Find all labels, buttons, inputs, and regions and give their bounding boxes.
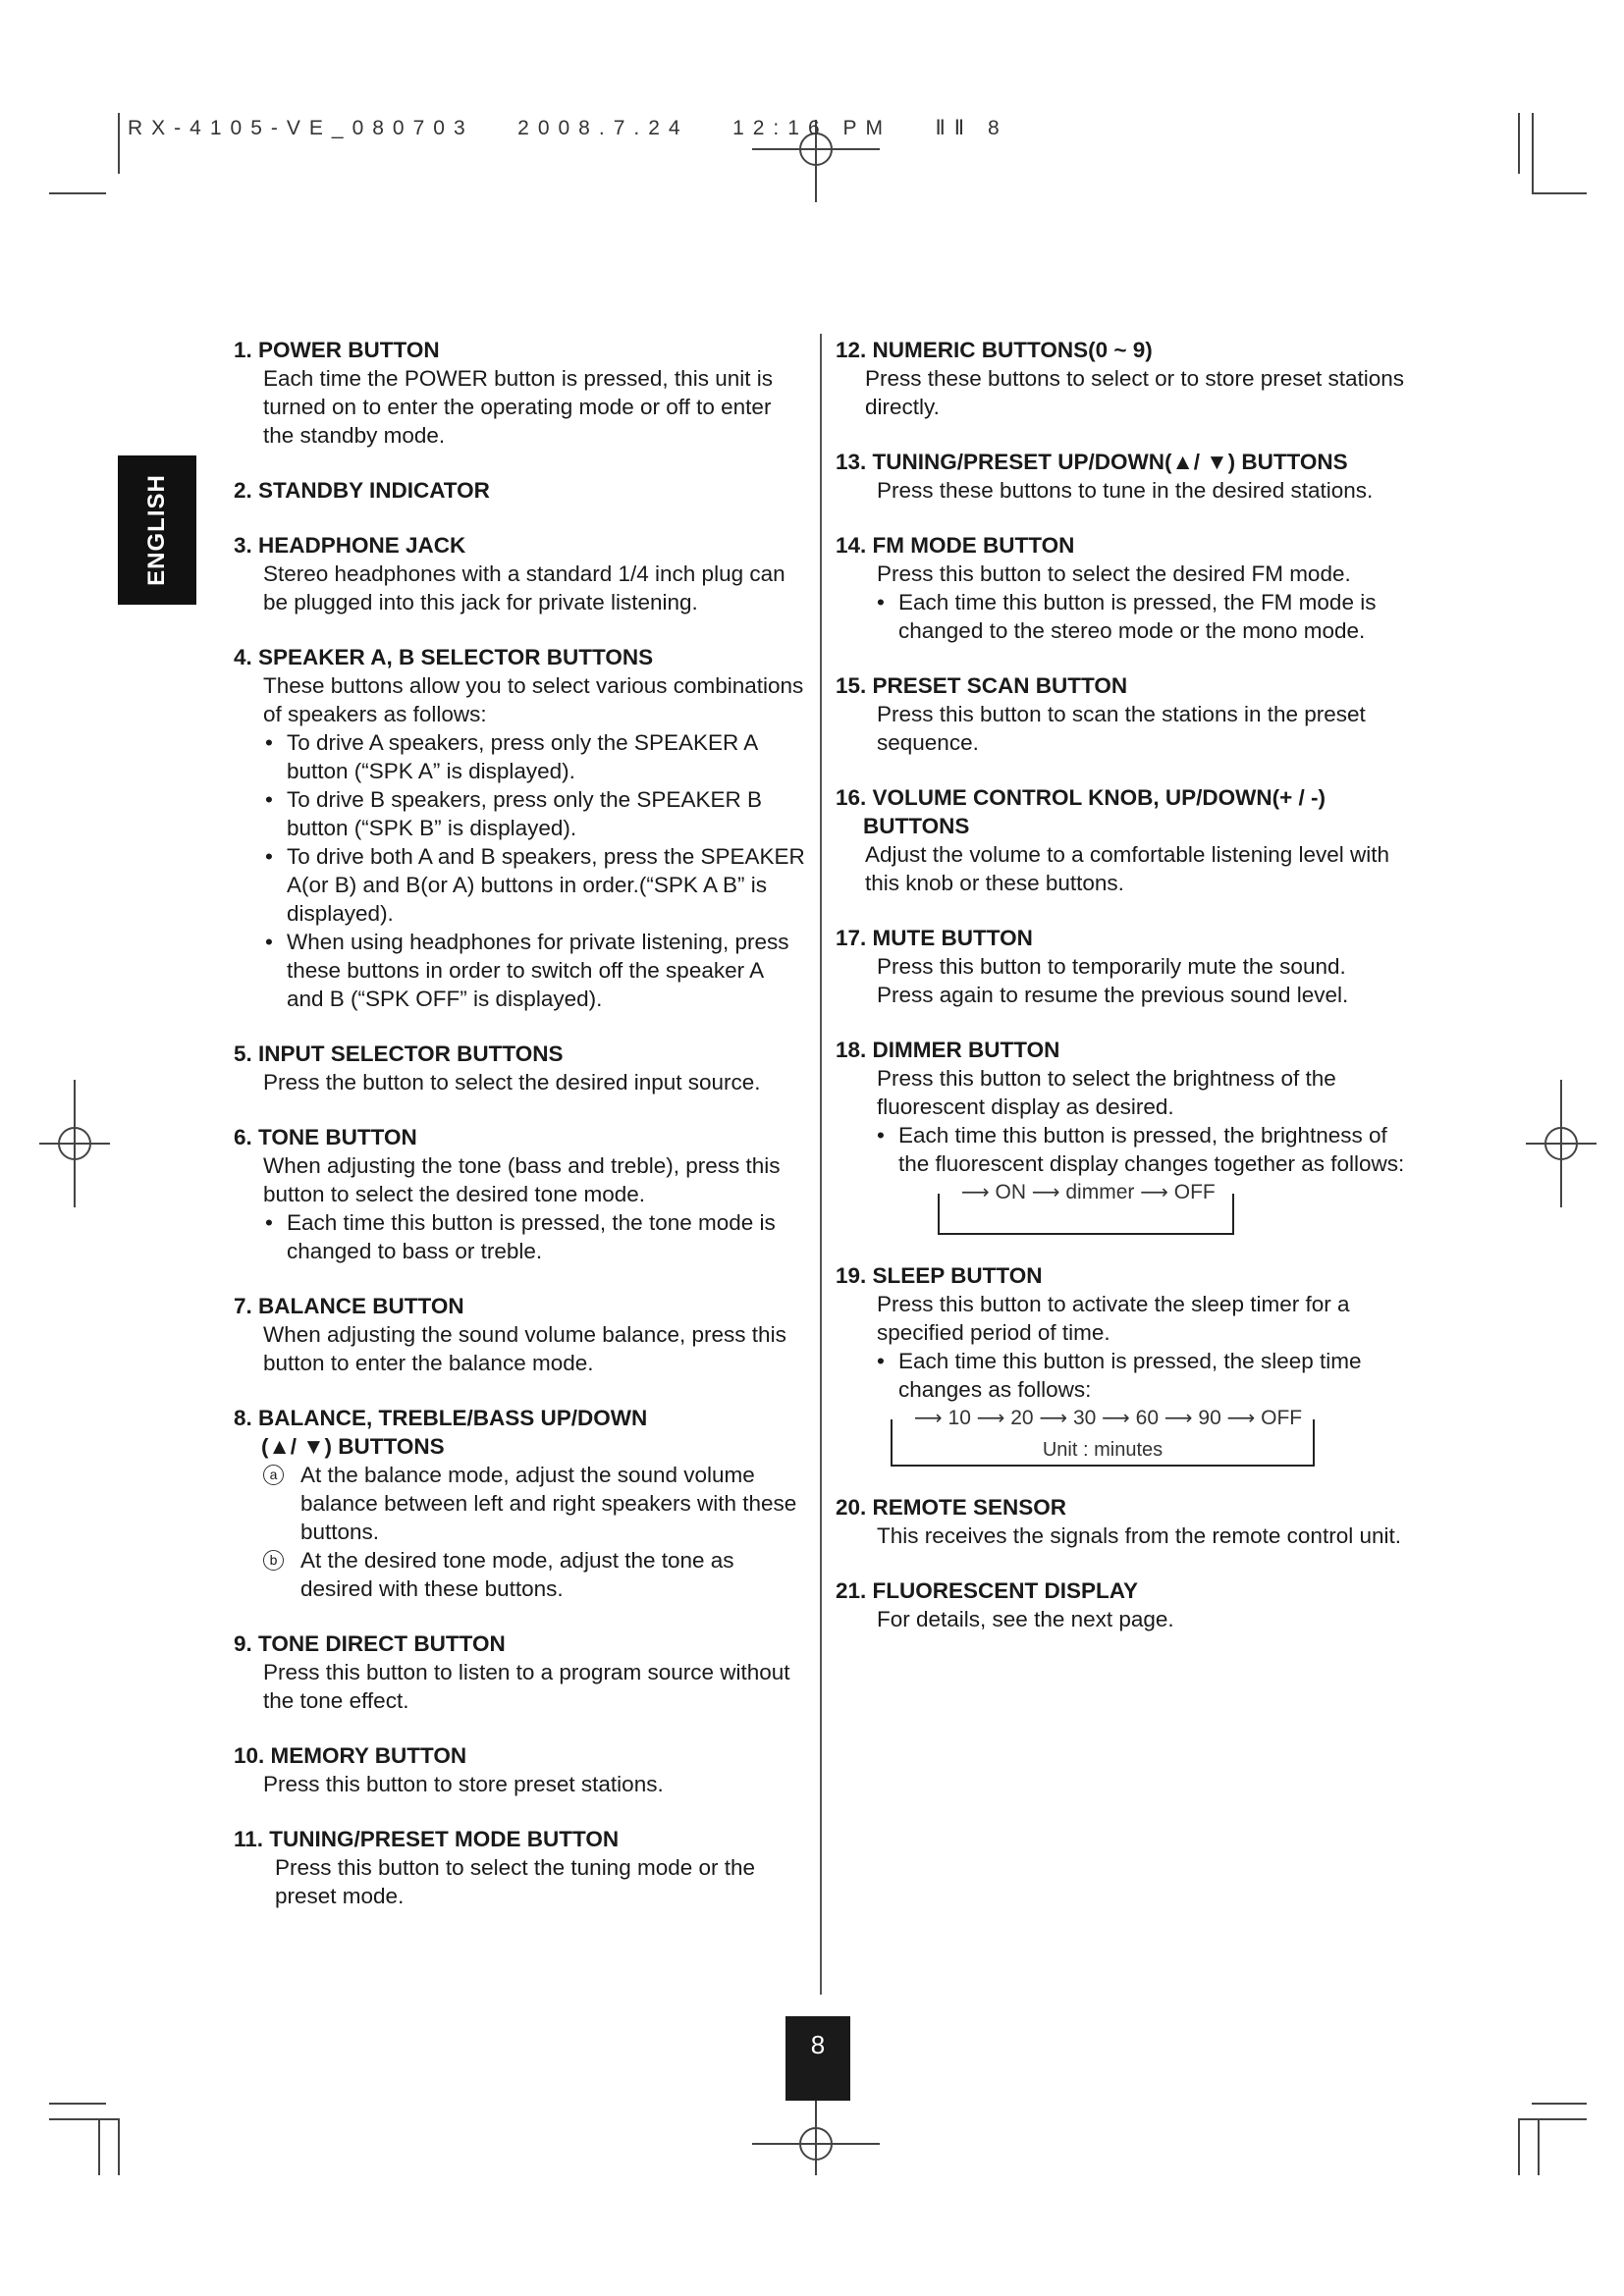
right-column bbox=[836, 336, 1405, 1660]
section-balance-treble-bass bbox=[234, 1404, 805, 1603]
crop-mark bbox=[1518, 2118, 1587, 2120]
sleep-step: 90 bbox=[1198, 1407, 1221, 1429]
bullet-item: • When using headphones for private listening, press these buttons in order to switch off the speaker A and B (“SPK OFF” is displayed). bbox=[263, 928, 805, 1013]
section-title: 7. BALANCE BUTTON bbox=[234, 1294, 464, 1318]
column-divider bbox=[820, 334, 822, 1995]
circled-letter-b: b bbox=[263, 1550, 284, 1571]
bullet-list bbox=[234, 728, 805, 1013]
crop-mark bbox=[118, 2118, 120, 2175]
crop-mark bbox=[118, 113, 120, 174]
sleep-step: OFF bbox=[1261, 1407, 1303, 1429]
section-body: Press this button to activate the sleep timer for a specified period of time. bbox=[877, 1292, 1350, 1345]
section-title: 3. HEADPHONE JACK bbox=[234, 533, 466, 558]
crop-mark bbox=[1518, 113, 1520, 174]
registration-mark-right bbox=[1526, 1080, 1604, 1207]
section-title: 17. MUTE BUTTON bbox=[836, 926, 1033, 950]
section-body: Stereo headphones with a standard 1/4 inch plug can be plugged into this jack for private listening. bbox=[263, 561, 785, 614]
section-title: 11. TUNING/PRESET MODE BUTTON bbox=[234, 1827, 620, 1851]
bullet-item: • To drive B speakers, press only the SPEAKER B button (“SPK B” is displayed). bbox=[263, 785, 805, 842]
section-volume-control bbox=[836, 783, 1405, 897]
section-title: 13. TUNING/PRESET UP/DOWN(▲/ ▼) BUTTONS bbox=[836, 450, 1348, 474]
crop-mark bbox=[1518, 2118, 1520, 2175]
section-body: This receives the signals from the remote control unit. bbox=[877, 1523, 1401, 1548]
section-title: 21. FLUORESCENT DISPLAY bbox=[836, 1578, 1138, 1603]
section-title-continued: (▲/ ▼) BUTTONS bbox=[261, 1434, 445, 1459]
lettered-list bbox=[234, 1461, 805, 1603]
section-title: 9. TONE DIRECT BUTTON bbox=[234, 1631, 506, 1656]
section-title: 1. POWER BUTTON bbox=[234, 338, 440, 362]
bullet-item: • Each time this button is pressed, the FM mode is changed to the stereo mode or the mono mode. bbox=[875, 588, 1405, 645]
crop-mark bbox=[1532, 113, 1534, 193]
section-standby-indicator bbox=[234, 476, 805, 505]
section-body: Press the button to select the desired input source. bbox=[263, 1070, 761, 1095]
section-title: 5. INPUT SELECTOR BUTTONS bbox=[234, 1041, 564, 1066]
language-tab bbox=[118, 455, 196, 605]
section-title: 4. SPEAKER A, B SELECTOR BUTTONS bbox=[234, 645, 654, 669]
section-tuning-preset-up-down bbox=[836, 448, 1405, 505]
section-input-selector bbox=[234, 1040, 805, 1096]
section-body: Press this button to scan the stations in the preset sequence. bbox=[877, 702, 1366, 755]
sleep-step: 60 bbox=[1135, 1407, 1160, 1429]
section-title: 10. MEMORY BUTTON bbox=[234, 1743, 467, 1768]
dimmer-step: OFF bbox=[1173, 1181, 1216, 1203]
section-body: Press this button to select the tuning mode or the preset mode. bbox=[275, 1855, 756, 1908]
section-mute-button bbox=[836, 924, 1405, 1009]
registration-mark-left bbox=[39, 1080, 118, 1207]
section-power-button bbox=[234, 336, 805, 450]
arrow-right-icon: ⟶ bbox=[1031, 1182, 1060, 1203]
section-memory-button bbox=[234, 1741, 805, 1798]
section-title-continued: BUTTONS bbox=[863, 814, 970, 838]
circled-letter-a: a bbox=[263, 1465, 284, 1485]
bullet-list bbox=[234, 1208, 805, 1265]
section-sleep-button bbox=[836, 1261, 1405, 1467]
arrow-right-icon: ⟶ bbox=[1102, 1408, 1130, 1429]
crop-mark bbox=[49, 2103, 106, 2105]
section-title: 12. NUMERIC BUTTONS(0 ~ 9) bbox=[836, 338, 1153, 362]
section-dimmer-button bbox=[836, 1036, 1405, 1235]
section-body: Press this button to select the brightness of the fluorescent display as desired. bbox=[877, 1066, 1336, 1119]
section-body: Press this button to store preset stations. bbox=[263, 1772, 664, 1796]
section-title: 20. REMOTE SENSOR bbox=[836, 1495, 1067, 1520]
arrow-right-icon: ⟶ bbox=[1226, 1408, 1256, 1429]
section-speaker-selector bbox=[234, 643, 805, 1013]
section-fm-mode bbox=[836, 531, 1405, 645]
section-body: Press this button to listen to a program source without the tone effect. bbox=[263, 1660, 790, 1713]
sleep-step: 30 bbox=[1072, 1407, 1097, 1429]
arrow-right-icon: ⟶ bbox=[1140, 1182, 1168, 1203]
section-tuning-preset-mode bbox=[234, 1825, 805, 1910]
section-body: For details, see the next page. bbox=[877, 1607, 1174, 1631]
section-title: 19. SLEEP BUTTON bbox=[836, 1263, 1043, 1288]
section-body: When adjusting the sound volume balance, press this button to enter the balance mode. bbox=[263, 1322, 786, 1375]
arrow-right-icon: ⟶ bbox=[914, 1408, 943, 1429]
section-body: Adjust the volume to a comfortable listening level with this knob or these buttons. bbox=[865, 842, 1390, 895]
arrow-right-icon: ⟶ bbox=[1039, 1408, 1068, 1429]
section-body: Each time the POWER button is pressed, this unit is turned on to enter the operating mode or off to enter the standby mode. bbox=[263, 366, 773, 448]
crop-mark bbox=[1532, 192, 1587, 194]
section-title: 14. FM MODE BUTTON bbox=[836, 533, 1075, 558]
section-title: 15. PRESET SCAN BUTTON bbox=[836, 673, 1128, 698]
registration-mark-bottom bbox=[742, 2101, 890, 2179]
page-number: 8 bbox=[785, 2016, 850, 2101]
section-headphone-jack bbox=[234, 531, 805, 616]
section-preset-scan bbox=[836, 671, 1405, 757]
arrow-right-icon: ⟶ bbox=[976, 1408, 1005, 1429]
lettered-item-text: At the balance mode, adjust the sound volume balance between left and right speakers with these buttons. bbox=[300, 1463, 797, 1544]
bullet-item: • To drive A speakers, press only the SPEAKER A button (“SPK A” is displayed). bbox=[263, 728, 805, 785]
bullet-item: • To drive both A and B speakers, press the SPEAKER A(or B) and B(or A) buttons in order.(“SPK A B” is displayed). bbox=[263, 842, 805, 928]
section-numeric-buttons bbox=[836, 336, 1405, 421]
bullet-item: • Each time this button is pressed, the brightness of the fluorescent display changes together as follows: bbox=[875, 1121, 1405, 1178]
dimmer-step: ON bbox=[995, 1181, 1027, 1203]
section-tone-button bbox=[234, 1123, 805, 1265]
crop-mark bbox=[49, 192, 106, 194]
arrow-right-icon: ⟶ bbox=[961, 1182, 990, 1203]
language-tab-label: ENGLISH bbox=[143, 474, 170, 586]
section-title: 18. DIMMER BUTTON bbox=[836, 1038, 1060, 1062]
print-header: RX-4105-VE_080703 2008.7.24 12:16 PM ⅡⅡ 8 bbox=[128, 117, 1008, 139]
dimmer-step: dimmer bbox=[1065, 1181, 1135, 1203]
bullet-item: • Each time this button is pressed, the sleep time changes as follows: bbox=[875, 1347, 1405, 1404]
section-balance-button bbox=[234, 1292, 805, 1377]
section-title: 8. BALANCE, TREBLE/BASS UP/DOWN bbox=[234, 1406, 648, 1430]
lettered-item-text: At the desired tone mode, adjust the tone as desired with these buttons. bbox=[300, 1548, 734, 1601]
section-body: Press this button to select the desired FM mode. bbox=[877, 561, 1351, 586]
sleep-step: 10 bbox=[947, 1407, 971, 1429]
bullet-list bbox=[836, 588, 1405, 645]
lettered-item bbox=[263, 1461, 805, 1546]
section-title: 6. TONE BUTTON bbox=[234, 1125, 417, 1149]
section-title: 2. STANDBY INDICATOR bbox=[234, 478, 490, 503]
section-body: Press this button to temporarily mute the sound. Press again to resume the previous sound level. bbox=[877, 954, 1349, 1007]
crop-mark bbox=[1538, 2118, 1540, 2175]
section-body: Press these buttons to select or to store preset stations directly. bbox=[865, 366, 1405, 419]
arrow-right-icon: ⟶ bbox=[1164, 1408, 1193, 1429]
section-body: When adjusting the tone (bass and treble), press this button to select the desired tone mode. bbox=[263, 1153, 781, 1206]
dimmer-cycle-row bbox=[955, 1178, 1221, 1207]
section-remote-sensor bbox=[836, 1493, 1405, 1550]
bullet-list bbox=[836, 1347, 1405, 1404]
lettered-item bbox=[263, 1546, 805, 1603]
section-title: 16. VOLUME CONTROL KNOB, UP/DOWN(+ / -) bbox=[836, 785, 1326, 810]
sleep-cycle-diagram bbox=[891, 1407, 1315, 1467]
section-tone-direct bbox=[234, 1629, 805, 1715]
crop-mark bbox=[49, 2118, 120, 2120]
sleep-cycle-row bbox=[908, 1404, 1308, 1433]
bullet-list bbox=[836, 1121, 1405, 1178]
section-body: These buttons allow you to select various combinations of speakers as follows: bbox=[263, 673, 804, 726]
left-column bbox=[234, 336, 805, 1937]
crop-mark bbox=[98, 2118, 100, 2175]
dimmer-cycle-diagram bbox=[938, 1181, 1234, 1235]
sleep-step: 20 bbox=[1010, 1407, 1034, 1429]
section-body: Press these buttons to tune in the desired stations. bbox=[877, 478, 1374, 503]
section-fluorescent-display bbox=[836, 1576, 1405, 1633]
bullet-item: • Each time this button is pressed, the tone mode is changed to bass or treble. bbox=[263, 1208, 805, 1265]
sleep-unit-label: Unit : minutes bbox=[1042, 1439, 1164, 1461]
crop-mark bbox=[1532, 2103, 1587, 2105]
